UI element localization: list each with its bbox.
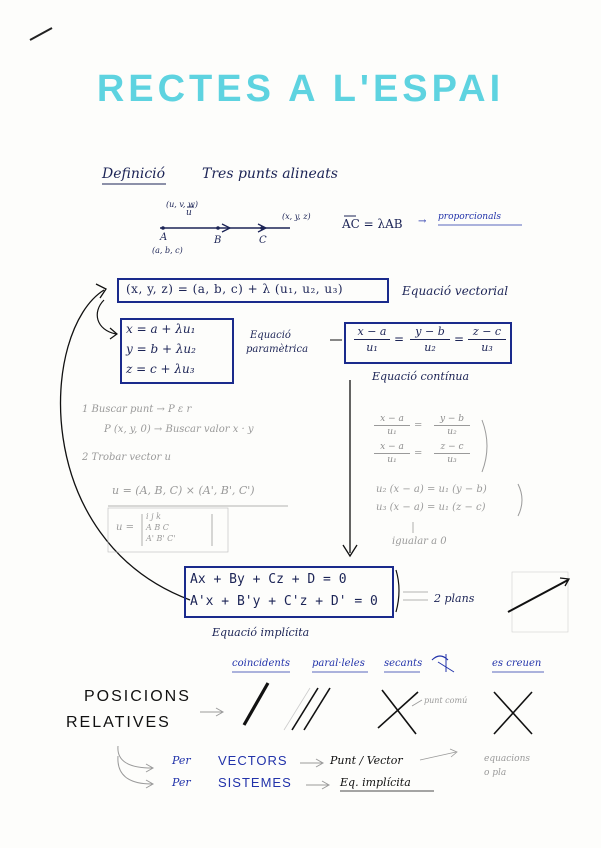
point-xyz-label: (x, y, z) [282, 212, 311, 221]
page-title: RECTES A L'ESPAI [96, 68, 505, 110]
vector-equation-name: Equació vectorial [402, 284, 509, 298]
continuous-equation-name: Equació contínua [372, 370, 470, 383]
pencil-step-2: 2 Trobar vector u [82, 452, 171, 463]
parametric-name-1: Equació [250, 330, 291, 341]
pencil-cross-1: u₂ (x − a) = u₁ (y − b) [376, 484, 487, 495]
pencil-det-row-2: A B C [146, 523, 169, 532]
implicit-line-2: A'x + B'y + C'z + D' = 0 [190, 594, 378, 609]
pencil-cross-product: u = (A, B, C) × (A', B', C') [112, 484, 255, 497]
punt-vector: Punt / Vector [330, 754, 403, 767]
per-label-1: Per [172, 754, 191, 767]
pencil-frac-c-num: x − a [380, 442, 404, 452]
pencil-cross-2: u₃ (x − a) = u₁ (z − c) [376, 502, 486, 513]
position-es-creuen: es creuen [492, 658, 542, 669]
continuous-frac-y [410, 325, 450, 354]
by-vectors: VECTORS [218, 753, 288, 768]
implicit-equation-name: Equació implícita [212, 626, 310, 639]
pencil-frac-d-num: z − c [440, 442, 464, 452]
parametric-name-2: paramètrica [246, 344, 309, 355]
implicit-line-1: Ax + By + Cz + D = 0 [190, 572, 347, 587]
continuous-eq-2: = [454, 332, 465, 346]
parametric-z: z = c + λu₃ [126, 362, 195, 376]
point-c-label: C [259, 235, 267, 246]
position-paralleles: paral·leles [312, 658, 365, 669]
continuous-den-y: u₂ [424, 341, 436, 354]
parametric-y: y = b + λu₂ [126, 342, 196, 356]
position-coincidents: coincidents [232, 658, 290, 669]
point-uvw-label: (u, v, w) [166, 200, 198, 209]
pencil-eq-c: = [414, 448, 423, 459]
continuous-den-x: u₁ [366, 341, 378, 354]
proportional-label: proporcionals [438, 212, 501, 222]
vector-u-label: u [186, 208, 192, 218]
continuous-eq-1: = [394, 332, 405, 346]
pencil-frac-a-num: x − a [380, 414, 404, 424]
continuous-num-x: x − a [357, 325, 387, 338]
point-abc-label: (a, b, c) [152, 246, 183, 255]
proportional-note: → [418, 216, 427, 227]
pencil-igualar: igualar a 0 [392, 536, 447, 547]
pencil-frac-d [434, 442, 470, 465]
continuous-frac-z [468, 325, 506, 354]
eq-implicita: Eq. implícita [340, 776, 411, 789]
pencil-frac-b-den: u₂ [447, 427, 457, 437]
by-systems: SISTEMES [218, 775, 292, 790]
pencil-det-row-3: A' B' C' [146, 534, 176, 543]
pencil-det-u: u = [116, 522, 134, 533]
point-b-label: B [214, 235, 222, 246]
continuous-den-z: u₃ [481, 341, 493, 354]
per-label-2: Per [172, 776, 191, 789]
continuous-num-z: z − c [472, 325, 502, 338]
pencil-frac-c [374, 442, 410, 465]
pencil-frac-a-den: u₁ [387, 427, 397, 437]
pencil-step-1: 1 Buscar punt → P ε r [82, 404, 192, 415]
pencil-frac-b [434, 414, 470, 437]
pencil-frac-a [374, 414, 410, 437]
point-a-label: A [160, 232, 168, 243]
definition-label: Definició [102, 166, 166, 182]
pencil-step-1b: P (x, y, 0) → Buscar valor x · y [104, 424, 254, 435]
continuous-frac-x [354, 325, 390, 354]
pencil-frac-c-den: u₁ [387, 455, 397, 465]
parametric-x: x = a + λu₁ [126, 322, 196, 336]
continuous-num-y: y − b [415, 325, 445, 338]
proportion-relation: AC = λAB [342, 217, 403, 231]
pencil-eq-a: = [414, 420, 423, 431]
vector-equation: (x, y, z) = (a, b, c) + λ (u₁, u₂, u₃) [126, 282, 344, 296]
punt-comu-note: punt comú [424, 696, 468, 705]
side-note-2: o pla [484, 768, 507, 778]
side-note-1: equacions [484, 754, 531, 764]
pencil-frac-d-den: u₃ [447, 455, 457, 465]
positions-title-2: RELATIVES [66, 714, 171, 731]
pencil-frac-b-num: y − b [439, 414, 465, 424]
definition-text: Tres punts alineats [202, 166, 338, 182]
implicit-two-planes: 2 plans [434, 592, 475, 605]
positions-title-1: POSICIONS [84, 688, 191, 705]
position-secants: secants [384, 658, 423, 669]
pencil-det-row-1: i j k [146, 512, 161, 521]
